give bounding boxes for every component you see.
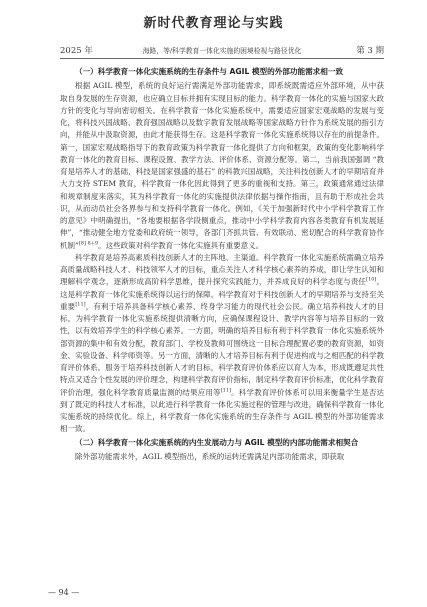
citation-marker: [11]: [220, 387, 231, 394]
paragraph-text: 。这是科学教育一体化实施系统得以运行的保障。科学教育对于科技创新人才的早期培养与支持至关重要: [60, 277, 385, 311]
paragraph: [60, 451, 384, 463]
section-heading-2: （二）科学教育一体化实施系统的内生发展动力与 AGIL 模型的内部功能需求相契合: [75, 437, 359, 447]
paragraph-text: 科学教育是培养高素质科技创新人才的主阵地、主渠道。科学教育一体化实施系统需确立培养高质量战略科技人才、科技领军人才的目标，重点关注人才科学核心素养的养成，即让学生认知和理解科学观念，逐渐形成高阶科学思维，提升探究实践能力，并养成良好的科学态度与责任: [60, 252, 384, 287]
paragraph: [60, 252, 384, 436]
section-heading-1: （一）科学教育一体化实施系统的生存条件与 AGIL 模型的外部功能需求相一致: [75, 67, 344, 76]
paragraph-text: 。科学教育评价体系可以用来衡量学生是否达到了既定的科技人才标准，以此进行科学教育一体化实施过程的管理与改进，确保科学教育一体化实施系统的持续优化。综上，科学教育一体化实施系统的生存条件与 AGIL 模型的外部功能需求相一致。: [60, 387, 385, 434]
citation-marker: [11]: [75, 301, 86, 308]
header-year: 2025 年: [60, 46, 93, 56]
header-divider: [60, 58, 384, 59]
citation-marker: [10]: [366, 276, 377, 283]
journal-title: 新时代教育理论与实践: [143, 16, 284, 31]
paragraph-text: 除外部功能需求外，AGIL 模型指出，系统的运转还需满足内部功能需求，即获取: [75, 452, 345, 462]
paragraph-text: ，有利于培养具备科学核心素养、终身学习能力的现代社会公民。确立培养科技人才的目标，为科学教育一体化实施系统提供清晰方向，应确保课程设计、教学内容等与培养目标的一致性，以有效培养学生的科学核心素养。一方面，明确的培养目标有利于科学教育一体化实施系统外部资源的集中和有效分配，教育部门、学校及教师可围绕这一目标合理配置必要的教育资源，如资金、实验设备、科学师资等。另一方面，清晰的人才培养目标有利于促进构成与之相匹配的科学教育评价体系。服务于培养科技创新人才的目标，科学教育评价体系应以育人为本，形成既遵足共性特点又适合个性发展的评价理念，构建科学教育评价指标，制定科学教育评价标准，优化科学教育评价治理，强化科学教育质量监测的结果应用等: [60, 301, 385, 397]
header-issue: 第 3 期: [356, 46, 384, 56]
paragraph-text: 。这些政策对科学教育一体化实施具有重要意义。: [98, 240, 264, 250]
paragraph-text: 根据 AGIL 模型，系统的良好运行需满足外部功能需求，即系统既需适应外部环境，从中获取自身发展的生存资源，也应确立目标并拥有实现目标的能力。科学教育一体化的实施与国家大政方针的变化与导向密切相关。在科学教育一体化实施系统中，需要适应国家宏观战略的发展与变化，将科技兴国战略、教育强国战略以及数字教育发展战略等国家战略方针作为系统发展的指引方向，并能从中汲取资源，由此才能获得生存。这是科学教育一体化实施系统得以存在的前提条件。第一，国家宏观战略指导下的教育政策为科学教育一体化提供了方向和框架，政策的变化影响科学教育一体化的教育目标、课程设置、教学方法、评价体系、资源分配等。第二，当前我国强调 “教育是培养人才的基础，科技是国家强盛的基石” 的科教兴国战略，关注科技创新人才的早期培育并大力支持 STEM 教育，科学教育一体化因此得到了更多的重视和支持。第三，政策通常通过法律和规章制度来落实，其为科学教育一体化的实施提供法律依据与操作指南，且有助于形成社会共识，从而动员社会各界参与和支持科学教育一体化。例如，《关于加强新时代中小学科学教育工作的意见》中明确提出，“各地要根据各学段侧重点，推动中小学科学教育内容各类教育有机发展延伸”，“推动健全地方党委和政府统一领导，各部门齐抓共管、有效联动、密切配合的科学教育协作机制”: [60, 81, 384, 250]
paragraph: [60, 80, 384, 252]
article-body: [60, 65, 384, 463]
header-article-info: 海路，等/科学教育一体化实施的困境检视与路径优化: [142, 47, 302, 55]
page-number: — 94 —: [48, 588, 80, 597]
running-header: [60, 44, 384, 58]
citation-marker: [8] 8+9: [78, 240, 99, 247]
